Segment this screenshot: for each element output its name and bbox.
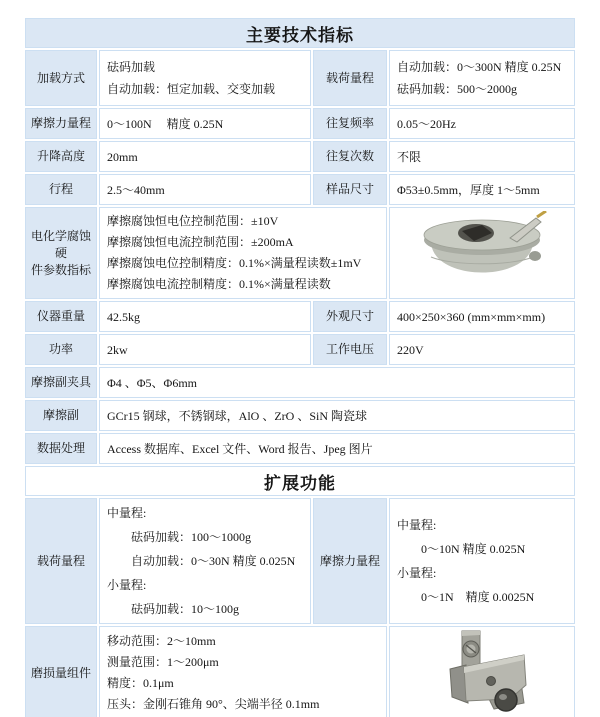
- value-electrochemical-params: [99, 207, 387, 299]
- value-line: 中量程:: [107, 506, 147, 520]
- value-friction-range-extended: [389, 498, 575, 624]
- value-friction-force-range: [99, 108, 311, 139]
- value-line: 自动加载：0～30N 精度 0.025N: [107, 554, 296, 568]
- value-power: [99, 334, 311, 365]
- value-line: 移动范围：2～10mm: [107, 634, 216, 648]
- value-line: 自动加载：0～300N 精度 0.25N: [397, 60, 562, 74]
- wear-component-photo: [389, 626, 575, 717]
- value-load-capacity-extended: [99, 498, 311, 624]
- value-wear-measurement: [99, 626, 387, 717]
- value-line: 中量程:: [397, 518, 437, 532]
- label-load-capacity-extended: 载荷量程: [25, 498, 97, 624]
- value-line: 摩擦腐蚀电位控制精度：0.1%×满量程读数±1mV: [107, 256, 362, 270]
- label-wear-measurement: 磨损量组件: [25, 626, 97, 717]
- label-line: 电化学腐蚀硬: [30, 228, 91, 260]
- value-instrument-weight: [99, 301, 311, 332]
- value-line: 砝码加载：500～2000g: [397, 82, 518, 96]
- label-load-capacity: 载荷量程: [313, 50, 387, 106]
- label-instrument-weight: 仪器重量: [25, 301, 97, 332]
- value-line: 摩擦腐蚀电流控制精度：0.1%×满量程读数: [107, 277, 331, 291]
- value-line: 42.5kg: [107, 309, 140, 324]
- label-friction-force-range: 摩擦力量程: [25, 108, 97, 139]
- value-line: 2.5～40mm: [107, 182, 165, 197]
- value-line: 220V: [397, 342, 424, 357]
- value-load-capacity: [389, 50, 575, 106]
- value-line: 不限: [397, 149, 422, 164]
- value-line: 400×250×360 (mm×mm×mm): [397, 309, 546, 324]
- value-reciprocating-times: [389, 141, 575, 172]
- value-data-processing: [99, 433, 575, 464]
- value-friction-pair: [99, 400, 575, 431]
- value-loading-method: [99, 50, 311, 106]
- value-line: GCr15 钢球，不锈钢球，AlO 、ZrO 、SiN 陶瓷球: [107, 408, 367, 423]
- value-line: 自动加载：恒定加载、交变加载: [107, 82, 276, 96]
- value-dimensions: [389, 301, 575, 332]
- label-friction-pair: 摩擦副: [25, 400, 97, 431]
- value-reciprocating-frequency: [389, 108, 575, 139]
- value-line: 0～10N 精度 0.025N: [397, 542, 526, 556]
- section-title-main-specs: 主要技术指标: [25, 18, 575, 48]
- value-line: 0～100N 精度 0.25N: [107, 116, 224, 131]
- section-title-extended-functions: 扩展功能: [25, 466, 575, 496]
- label-sample-size: 样品尺寸: [313, 174, 387, 205]
- value-line: 砝码加载：10～100g: [107, 602, 240, 616]
- value-line: Φ4 、Φ5、Φ6mm: [107, 375, 197, 390]
- value-stroke: [99, 174, 311, 205]
- value-line: 摩擦腐蚀恒电流控制范围：±200mA: [107, 235, 294, 249]
- value-line: 小量程:: [107, 578, 147, 592]
- label-friction-pair-fixture: 摩擦副夹具: [25, 367, 97, 398]
- value-line: Φ53±0.5mm，厚度 1～5mm: [397, 182, 540, 197]
- value-line: 摩擦腐蚀恒电位控制范围：±10V: [107, 214, 279, 228]
- value-friction-pair-fixture: [99, 367, 575, 398]
- value-line: 0.05～20Hz: [397, 116, 456, 131]
- label-line: 件参数指标: [30, 262, 91, 277]
- value-line: 砝码加载：100～1000g: [107, 530, 252, 544]
- value-line: 小量程:: [397, 566, 437, 580]
- label-friction-range-extended: 摩擦力量程: [313, 498, 387, 624]
- value-line: 20mm: [107, 149, 138, 164]
- spec-table: [23, 16, 577, 717]
- value-line: 0～1N 精度 0.0025N: [397, 590, 535, 604]
- label-dimensions: 外观尺寸: [313, 301, 387, 332]
- electrochemical-cell-photo-wrap: [392, 211, 572, 295]
- value-lifting-height: [99, 141, 311, 172]
- label-stroke: 行程: [25, 174, 97, 205]
- label-reciprocating-frequency: 往复频率: [313, 108, 387, 139]
- label-power: 功率: [25, 334, 97, 365]
- value-line: 测量范围：1～200μm: [107, 655, 219, 669]
- value-line: 压头：金刚石锥角 90°、尖端半径 0.1mm: [107, 697, 320, 711]
- wear-component-illustration: [435, 629, 529, 717]
- value-line: 砝码加载: [107, 60, 156, 74]
- electrochemical-cell-illustration: [406, 211, 558, 295]
- value-line: 2kw: [107, 342, 128, 357]
- label-loading-method: 加载方式: [25, 50, 97, 106]
- wear-component-photo-wrap: [392, 629, 572, 717]
- label-lifting-height: 升降高度: [25, 141, 97, 172]
- label-electrochemical-params: [25, 207, 97, 299]
- label-data-processing: 数据处理: [25, 433, 97, 464]
- value-line: Access 数据库、Excel 文件、Word 报告、Jpeg 图片: [107, 441, 373, 456]
- label-working-voltage: 工作电压: [313, 334, 387, 365]
- label-reciprocating-times: 往复次数: [313, 141, 387, 172]
- value-working-voltage: [389, 334, 575, 365]
- value-line: 精度：0.1μm: [107, 676, 174, 690]
- electrochemical-cell-photo: [389, 207, 575, 299]
- value-sample-size: [389, 174, 575, 205]
